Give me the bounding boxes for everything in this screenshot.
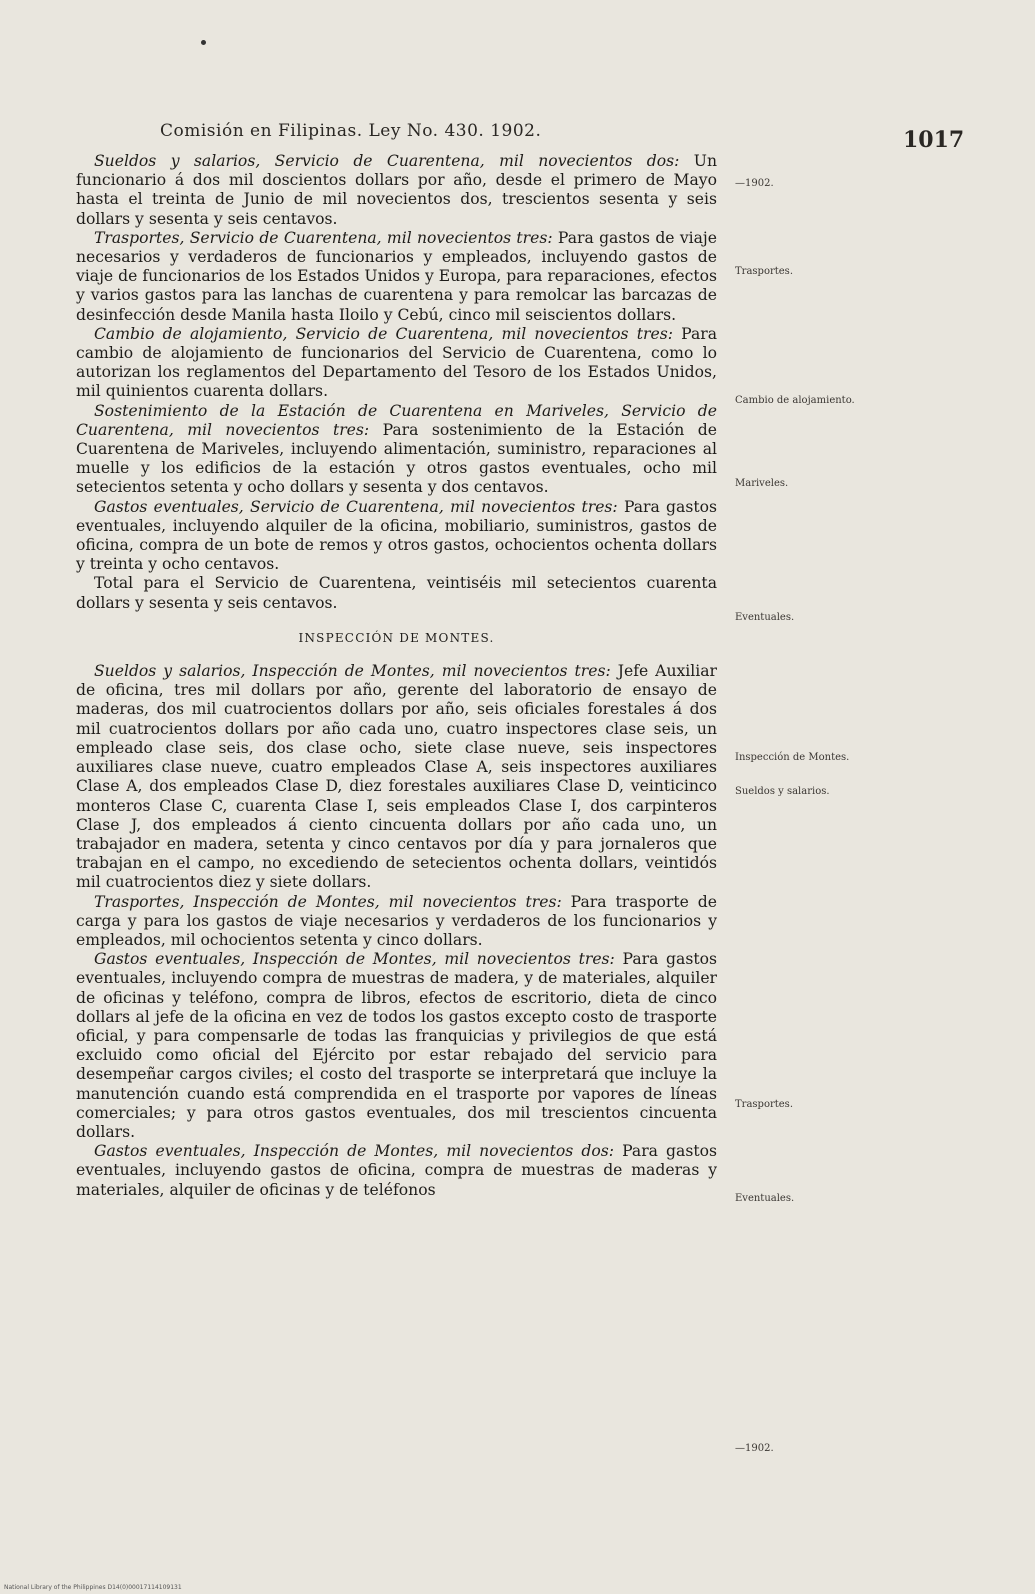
paragraph-quarantine-transport xyxy=(76,229,717,325)
paragraph-body: Para gastos de viaje necesarios y verdaderos de funcionarios y empleados, incluyendo gastos de viaje de funcionarios de los Estados Unidos y Europa, para reparaciones, efectos y varios gastos para las lanchas de cuarentena y para remolcar las barcazas de desinfección desde Manila hasta Iloilo y Cebú, cinco mil seiscientos dollars. xyxy=(76,228,717,324)
section-title: INSPECCIÓN DE MONTES. xyxy=(298,630,495,645)
paragraph-heading: Sueldos y salarios, Inspección de Montes, mil novecientos tres: xyxy=(94,662,611,681)
paragraph-forestry-salaries xyxy=(76,662,717,892)
page-number: 1017 xyxy=(903,127,965,153)
paragraph-heading: Gastos eventuales, Servicio de Cuarentena, mil novecientos tres: xyxy=(94,497,618,516)
paragraph-body: Para cambio de alojamiento de funcionarios del Servicio de Cuarentena, como lo autorizan los reglamentos del Departamento del Tesoro de los Estados Unidos, mil quinientos cuarenta dollars. xyxy=(76,324,718,401)
paragraph-body: Para gastos eventuales, incluyendo compra de muestras de madera, y de materiales, alquiler de oficinas y teléfono, compra de libros, efectos de escritorio, dieta de cinco dollars al jefe de la oficina en vez de todos los gastos excepto costo de trasporte oficial, y para compensarle de todas las franquicias y privilegios de que está excluido como oficial del Ejército por estar rebajado del servicio para desempeñar cargos civiles; el costo del trasporte se interpretará que incluye la manutención cuando está comprendida en el trasporte por vapores de líneas comerciales; y para otros gastos eventuales, dos mil trescientos cincuenta dollars. xyxy=(76,950,717,1141)
paragraph-quarantine-lodging xyxy=(76,325,717,402)
paragraph-body: Para gastos eventuales, incluyendo alquiler de la oficina, mobiliario, suministros, gastos de oficina, compra de un bote de remos y otros gastos, ochocientos ochenta dollars y treinta y ocho centavos. xyxy=(76,497,717,574)
paragraph-body: Un funcionario á dos mil doscientos dollars por año, desde el primero de Mayo hasta el treinta de Junio de mil novecientos dos, trescientos sesenta y seis dollars y sesenta y seis centavos. xyxy=(76,152,717,228)
margin-note-forestry: Inspección de Montes. xyxy=(735,752,850,763)
paragraph-heading: Sostenimiento de la Estación de Cuarentena en Mariveles, Servicio de Cuarentena, mil novecientos tres: xyxy=(76,401,717,439)
paragraph-forestry-transport xyxy=(76,893,717,951)
paragraph-body: Para gastos eventuales, incluyendo gastos de oficina, compra de muestras de maderas y materiales, alquiler de oficinas y de teléfonos xyxy=(76,1142,717,1199)
margin-note-transport: Trasportes. xyxy=(735,266,793,277)
margin-note-1902-b: —1902. xyxy=(735,1443,774,1454)
paragraph-heading: Gastos eventuales, Inspección de Montes, mil novecientos dos: xyxy=(94,1142,615,1161)
paragraph-quarantine-salaries xyxy=(76,152,717,229)
paragraph-heading: Trasportes, Servicio de Cuarentena, mil novecientos tres: xyxy=(94,228,553,247)
paragraph-heading: Sueldos y salarios, Servicio de Cuarentena, mil novecientos dos: xyxy=(94,152,680,170)
margin-note-1902: —1902. xyxy=(735,178,774,189)
paragraph-quarantine-incidentals xyxy=(76,498,717,575)
margin-note-incidentals: Eventuales. xyxy=(735,612,795,623)
margin-note-salaries: Sueldos y salarios. xyxy=(735,786,830,797)
paragraph-forestry-incidentals-1902 xyxy=(76,1142,717,1200)
main-text-column xyxy=(76,152,717,1200)
paragraph-mariveles-station xyxy=(76,402,717,498)
paragraph-forestry-incidentals-1903 xyxy=(76,950,717,1142)
running-head: Comisión en Filipinas. Ley No. 430. 1902. xyxy=(160,121,542,141)
paragraph-body: Para sostenimiento de la Estación de Cuarentena de Mariveles, incluyendo alimentación, suministro, reparaciones al muelle y los edificios de la estación y otros gastos eventuales, ocho mil setecientos setenta y ocho dollars y sesenta y dos centavos. xyxy=(76,420,717,497)
paragraph-heading: Gastos eventuales, Inspección de Montes, mil novecientos tres: xyxy=(94,950,615,969)
ink-dot xyxy=(201,40,206,45)
paragraph-quarantine-total xyxy=(76,574,717,612)
scan-footer: National Library of the Philippines D14(0)00017114109131 xyxy=(4,1584,182,1591)
margin-note-incidentals-2: Eventuales. xyxy=(735,1193,795,1204)
paragraph-body: Total para el Servicio de Cuarentena, veintiséis mil setecientos cuarenta dollars y sesenta y seis centavos. xyxy=(76,574,717,612)
paragraph-heading: Cambio de alojamiento, Servicio de Cuarentena, mil novecientos tres: xyxy=(94,324,673,343)
margin-note-lodging: Cambio de alojamiento. xyxy=(735,395,855,406)
margin-note-mariveles: Mariveles. xyxy=(735,478,789,489)
paragraph-body: Jefe Auxiliar de oficina, tres mil dollars por año, gerente del laboratorio de ensayo de maderas, dos mil cuatrocientos dollars por año, seis oficiales forestales á dos mil cuatrocientos dollars por año cada uno, cuatro inspectores clase seis, un empleado clase seis, dos clase ocho, siete clase nueve, seis inspectores auxiliares clase nueve, cuatro empleados Clase A, seis inspectores auxiliares Clase A, dos empleados Clase D, diez forestales auxiliares Clase D, veinticinco monteros Clase C, cuarenta Clase I, seis empleados Clase I, dos carpinteros Clase J, dos empleados á ciento cincuenta dollars por año cada uno, un trabajador en madera, setenta y cinco centavos por día y para jornaleros que trabajan en el campo, no excediendo de setecientos ochenta dollars, veintidós mil cuatrocientos diez y siete dollars. xyxy=(76,662,717,892)
paragraph-heading: Trasportes, Inspección de Montes, mil novecientos tres: xyxy=(94,892,562,911)
margin-note-transport-2: Trasportes. xyxy=(735,1099,793,1110)
paragraph-body: Para trasporte de carga y para los gastos de viaje necesarios y verdaderos de los funcionarios y empleados, mil ochocientos setenta y cinco dollars. xyxy=(76,892,717,949)
